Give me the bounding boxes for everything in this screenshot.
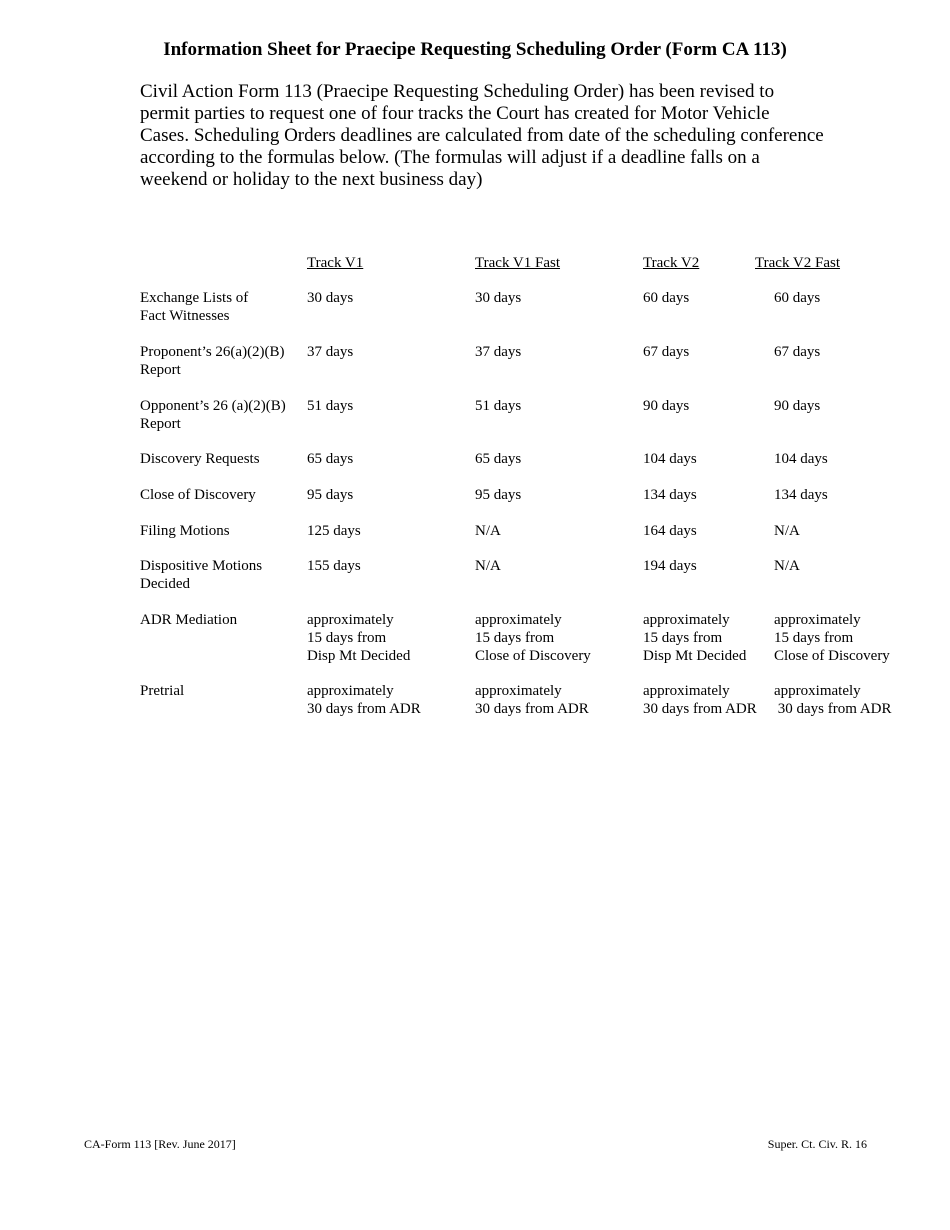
deadline-value-line: 30 days from ADR — [475, 701, 589, 717]
deadline-value-line: N/A — [475, 523, 501, 539]
deadline-label-line: Exchange Lists of — [140, 290, 249, 306]
deadline-value — [475, 557, 501, 575]
deadline-value-line: Close of Discovery — [475, 648, 591, 664]
deadline-value-line: 125 days — [307, 523, 361, 539]
deadline-label-line: Report — [140, 362, 181, 378]
deadline-value-line: 194 days — [643, 558, 697, 574]
deadline-value-line: Disp Mt Decided — [643, 648, 747, 664]
form-revision-footer: CA-Form 113 [Rev. June 2017] — [84, 1137, 236, 1151]
deadline-value-line: 60 days — [643, 290, 690, 306]
intro-line: Cases. Scheduling Orders deadlines are calculated from date of the scheduling conference — [140, 125, 824, 146]
deadline-value-line: approximately — [307, 612, 394, 628]
intro-line: weekend or holiday to the next business day) — [140, 169, 483, 190]
deadline-label — [140, 557, 262, 593]
column-header-track: Track V1 Fast — [475, 255, 561, 271]
deadline-value-line: 95 days — [475, 487, 522, 503]
deadline-value-line: approximately — [774, 683, 861, 699]
deadline-label-line: Fact Witnesses — [140, 308, 230, 324]
deadline-label — [140, 343, 285, 379]
deadline-value-line: Close of Discovery — [774, 648, 890, 664]
deadline-value — [643, 522, 697, 540]
deadline-value-line: 37 days — [307, 344, 354, 360]
deadline-value — [307, 486, 353, 504]
deadline-value-line: 134 days — [643, 487, 697, 503]
deadline-value-line: N/A — [774, 523, 800, 539]
deadline-value — [307, 343, 353, 361]
document-title: Information Sheet for Praecipe Requesting Scheduling Order (Form CA 113) — [163, 39, 787, 60]
deadline-value — [307, 522, 361, 540]
deadline-value-line: 30 days from ADR — [774, 701, 892, 717]
deadline-value — [307, 450, 353, 468]
deadline-value-line: 65 days — [475, 451, 522, 467]
deadline-value-line: 15 days from — [774, 630, 854, 646]
deadline-value — [475, 682, 589, 718]
column-header-track: Track V2 Fast — [755, 255, 841, 271]
deadline-value-line: approximately — [643, 612, 730, 628]
deadline-label-line: Report — [140, 416, 181, 432]
column-header-track: Track V2 — [643, 255, 700, 271]
deadline-label-line: Close of Discovery — [140, 487, 256, 503]
deadline-label — [140, 522, 230, 540]
deadline-value — [475, 289, 521, 307]
deadline-value — [475, 343, 521, 361]
deadline-value-line: 90 days — [774, 398, 821, 414]
deadline-label — [140, 611, 237, 629]
deadline-label-line: Decided — [140, 576, 190, 592]
deadline-value — [774, 682, 892, 718]
deadline-value-line: N/A — [475, 558, 501, 574]
deadline-label-line: Filing Motions — [140, 523, 230, 539]
deadline-value-line: 51 days — [307, 398, 354, 414]
deadline-label-line: Proponent’s 26(a)(2)(B) — [140, 344, 285, 360]
deadline-value-line: N/A — [774, 558, 800, 574]
deadline-value — [475, 486, 521, 504]
intro-line: Civil Action Form 113 (Praecipe Requesting Scheduling Order) has been revised to — [140, 81, 775, 102]
deadline-value — [774, 522, 800, 540]
column-header-track: Track V1 — [307, 255, 364, 271]
deadline-label-line: Pretrial — [140, 683, 185, 699]
deadline-value-line: 104 days — [643, 451, 697, 467]
deadline-value-line: approximately — [643, 683, 730, 699]
deadline-value-line: 90 days — [643, 398, 690, 414]
deadline-value — [307, 682, 421, 718]
deadline-value-line: 37 days — [475, 344, 522, 360]
deadline-value — [307, 397, 353, 415]
deadline-value — [475, 522, 501, 540]
deadline-value-line: approximately — [475, 612, 562, 628]
deadline-label-line: Discovery Requests — [140, 451, 260, 467]
deadline-value-line: 95 days — [307, 487, 354, 503]
deadline-value — [774, 397, 820, 415]
deadline-label — [140, 289, 248, 325]
deadline-value-line: 134 days — [774, 487, 828, 503]
deadline-value — [307, 289, 353, 307]
deadline-value — [643, 611, 746, 665]
deadline-label — [140, 450, 260, 468]
deadline-value-line: 65 days — [307, 451, 354, 467]
deadline-value — [774, 486, 828, 504]
deadline-label — [140, 486, 256, 504]
deadline-value-line: 51 days — [475, 398, 522, 414]
deadline-value — [307, 611, 410, 665]
rule-citation-footer: Super. Ct. Civ. R. 16 — [767, 1137, 867, 1151]
deadline-value-line: 30 days from ADR — [643, 701, 757, 717]
deadline-value — [643, 343, 689, 361]
deadline-value — [475, 611, 591, 665]
deadline-value-line: Disp Mt Decided — [307, 648, 411, 664]
deadline-value — [774, 557, 800, 575]
deadline-value — [774, 343, 820, 361]
deadline-value — [643, 397, 689, 415]
deadline-label — [140, 682, 184, 700]
intro-line: permit parties to request one of four tracks the Court has created for Motor Vehicle — [140, 103, 770, 124]
deadline-value — [475, 450, 521, 468]
deadline-value-line: 67 days — [774, 344, 821, 360]
deadline-value-line: 30 days — [475, 290, 522, 306]
deadline-value-line: 15 days from — [643, 630, 723, 646]
deadline-value-line: 155 days — [307, 558, 361, 574]
deadline-label-line: Dispositive Motions — [140, 558, 263, 574]
deadline-value-line: 30 days from ADR — [307, 701, 421, 717]
deadline-value — [307, 557, 361, 575]
deadline-value — [475, 397, 521, 415]
deadline-value-line: 60 days — [774, 290, 821, 306]
deadline-value — [774, 450, 828, 468]
deadline-value-line: 104 days — [774, 451, 828, 467]
deadline-value — [774, 289, 820, 307]
deadline-value-line: 15 days from — [475, 630, 555, 646]
deadline-value — [774, 611, 890, 665]
deadline-value-line: 67 days — [643, 344, 690, 360]
deadline-value-line: 15 days from — [307, 630, 387, 646]
intro-line: according to the formulas below. (The formulas will adjust if a deadline falls on a — [140, 147, 760, 168]
deadline-value-line: approximately — [774, 612, 861, 628]
deadline-value-line: approximately — [475, 683, 562, 699]
deadline-label-line: Opponent’s 26 (a)(2)(B) — [140, 398, 286, 414]
deadline-value — [643, 450, 697, 468]
deadline-value-line: 164 days — [643, 523, 697, 539]
deadline-value — [643, 486, 697, 504]
deadline-value — [643, 557, 697, 575]
deadline-value — [643, 289, 689, 307]
deadline-value-line: 30 days — [307, 290, 354, 306]
deadline-label — [140, 397, 286, 433]
deadline-label-line: ADR Mediation — [140, 612, 238, 628]
deadline-value-line: approximately — [307, 683, 394, 699]
deadline-value — [643, 682, 757, 718]
